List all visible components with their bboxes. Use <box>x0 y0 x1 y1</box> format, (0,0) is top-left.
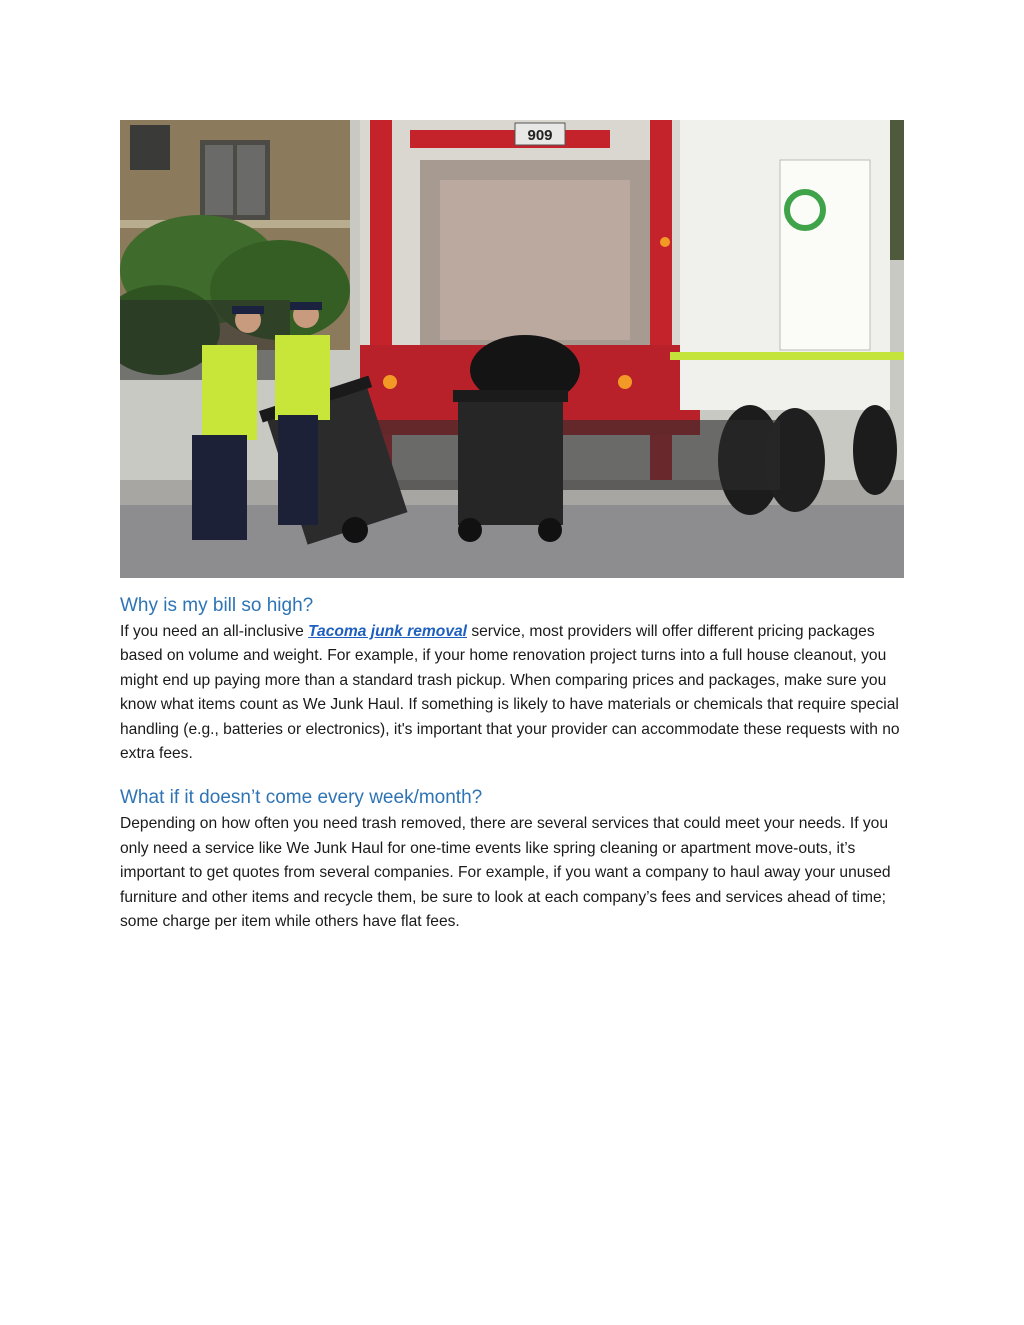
section-heading-bill: Why is my bill so high? <box>120 595 314 616</box>
article-body <box>120 592 910 934</box>
truck-number: 909 <box>527 127 553 144</box>
paragraph-text-after-link: service, most providers will offer different pricing packages based on volume and weight. For example, if your home renovation project turns into a full house cleanout, you might end up paying more than a standard trash pickup. When comparing prices and packages, make sure you know what items count as We Junk Haul. If something is likely to have materials or chemicals that require special handling (e.g., batteries or electronics), it's important that your provider can accommodate these requests with no extra fees. <box>120 623 900 763</box>
section-paragraph-frequency: Depending on how often you need trash removed, there are several services that could meet your needs. If you only need a service like We Junk Haul for one-time events like spring cleaning or apartment move-outs, it’s important to get quotes from several companies. For example, if you want a company to haul away your unused furniture and other items and recycle them, be sure to look at each company’s fees and services ahead of time; some charge per item while others have flat fees. <box>120 815 891 931</box>
section-paragraph-bill <box>120 620 910 766</box>
garbage-truck-photo <box>120 120 904 578</box>
paragraph-text-before-link: If you need an all-inclusive <box>120 623 309 640</box>
tacoma-junk-removal-link[interactable]: Tacoma junk removal <box>308 623 467 640</box>
section-heading-frequency: What if it doesn’t come every week/month? <box>120 787 483 809</box>
